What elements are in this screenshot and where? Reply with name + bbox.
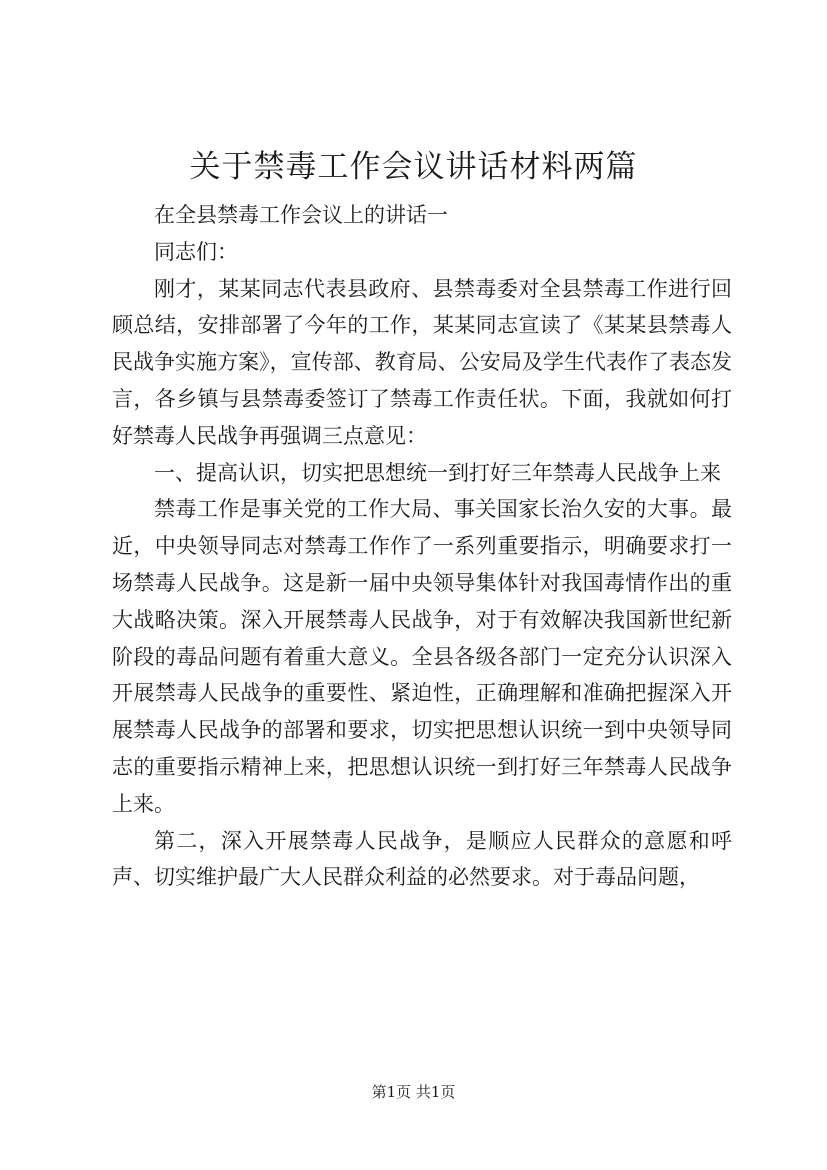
page-number-footer: 第1页 共1页: [371, 1083, 456, 1101]
document-title: 关于禁毒工作会议讲话材料两篇: [189, 149, 638, 185]
document-body: [112, 197, 732, 896]
paragraph: 第二，深入开展禁毒人民战争，是顺应人民群众的意愿和呼声、切实维护最广大人民群众利益的必然要求。对于毒品问题，: [112, 828, 732, 890]
salutation: 同志们：: [154, 239, 238, 264]
section-heading: 一、提高认识，切实把思想统一到打好三年禁毒人民战争上来: [154, 460, 721, 485]
paragraph: 禁毒工作是事关党的工作大局、事关国家长治久安的大事。最近，中央领导同志对禁毒工作作了一系列重要指示，明确要求打一场禁毒人民战争。这是新一届中央领导集体针对我国毒情作出的重大战略决策。深入开展禁毒人民战争，对于有效解决我国新世纪新阶段的毒品问题有着重大意义。全县各级各部门一定充分认识深入开展禁毒人民战争的重要性、紧迫性，正确理解和准确把握深入开展禁毒人民战争的部署和要求，切实把思想认识统一到中央领导同志的重要指示精神上来，把思想认识统一到打好三年禁毒人民战争上来。: [112, 497, 732, 816]
paragraph: 刚才，某某同志代表县政府、县禁毒委对全县禁毒工作进行回顾总结，安排部署了今年的工作，某某同志宣读了《某某县禁毒人民战争实施方案》，宣传部、教育局、公安局及学生代表作了表态发言，各乡镇与县禁毒委签订了禁毒工作责任状。下面，我就如何打好禁毒人民战争再强调三点意见：: [112, 276, 732, 448]
speech-heading: 在全县禁毒工作会议上的讲话一: [154, 203, 448, 227]
